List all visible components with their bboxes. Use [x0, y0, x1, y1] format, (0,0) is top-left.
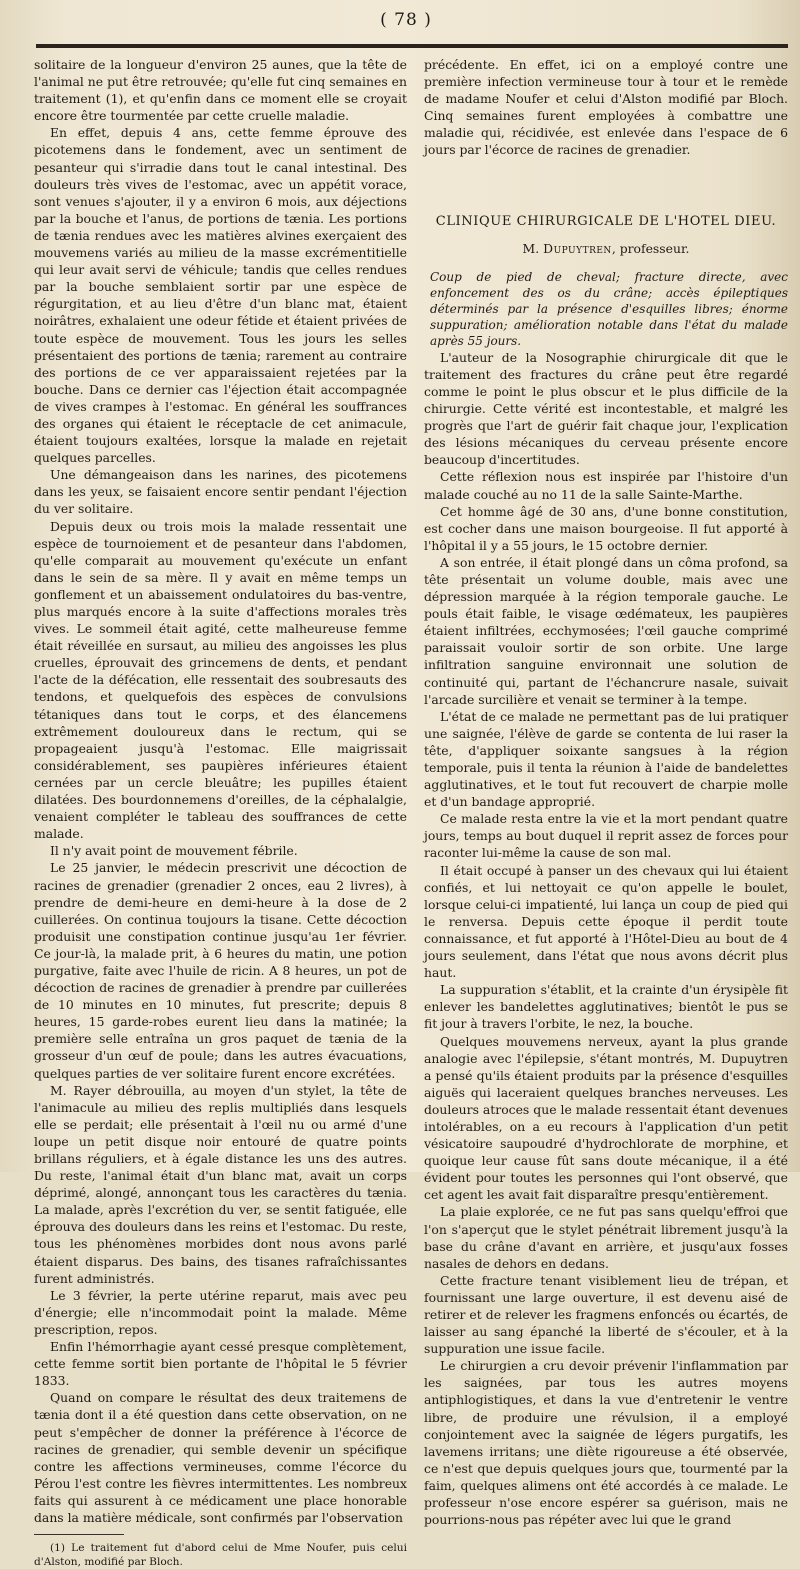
footnote: (1) Le traitement fut d'abord celui de Mme Noufer, puis celui d'Alston, modifié par Bloch.	[34, 1542, 407, 1569]
paragraph: Cette réflexion nous est inspirée par l'histoire d'un malade couché au no 11 de la salle Sainte-Marthe.	[424, 469, 788, 502]
right-column	[424, 56, 788, 1528]
header-double-rule	[36, 44, 788, 48]
paragraph: précédente. En effet, ici on a employé contre une première infection vermineuse tour à tour et le remède de madame Noufer et celui d'Alston modifié par Bloch. Cinq semaines furent employées à combattre une maladie qui, récidivée, est enlevée dans l'espace de 6 jours par l'écorce de racines de grenadier.	[424, 57, 788, 158]
paragraph: Quelques mouvemens nerveux, ayant la plus grande analogie avec l'épilepsie, s'étant montrés, M. Dupuytren a pensé qu'ils étaient produits par la présence d'esquilles aiguës qui laceraient quelques branches nerveuses. Les douleurs atroces que le malade ressentait étant devenues intolérables, on a eu recours à l'application d'un petit vésicatoire saupoudré d'hydrochlorate de morphine, et quoique leur cause fût sans doute mécanique, il a été évident pour toutes les personnes qui l'ont observé, que cet agent les avait fait disparaître presqu'entièrement.	[424, 1033, 788, 1203]
paragraph: Il était occupé à panser un des chevaux qui lui étaient confiés, et lui nettoyait ce qu'on appelle le boulet, lorsque celui-ci impatienté, lui lança un coup de pied qui le renversa. Depuis cette époque il perdit toute connaissance, et fut apporté à l'Hôtel-Dieu au bout de 4 jours seulement, dans l'état que nous avons décrit plus haut.	[424, 862, 788, 981]
paragraph: Ce malade resta entre la vie et la mort pendant quatre jours, temps au bout duquel il reprit assez de forces pour raconter lui-même la cause de son mal.	[424, 811, 788, 861]
paragraph: La plaie explorée, ce ne fut pas sans quelqu'effroi que l'on s'aperçut que le stylet pénétrait librement jusqu'à la base du crâne d'avant en arrière, et jusqu'aux fosses nasales de dehors en dedans.	[424, 1204, 788, 1271]
paragraph: L'auteur de la Nosographie chirurgicale dit que le traitement des fractures du crâne peut être regardé comme le point le plus obscur et le plus difficile de la chirurgie. Cette vérité est incontestable, et malgré les progrès que l'art de guérir fait chaque jour, l'explication des lésions mécaniques du cerveau présente encore beaucoup d'incertitudes.	[424, 349, 788, 468]
professor-name: Dupuytren	[543, 240, 612, 256]
professor-suffix: , professeur.	[611, 240, 690, 256]
professor-prefix: M.	[522, 240, 540, 256]
paragraph: Le chirurgien a cru devoir prévenir l'inflammation par les saignées, par tous les autres moyens antiphlogistiques, et dans la vue d'entretenir le ventre libre, de produire une révulsion, il a employé conjointement avec la saignée de légers purgatifs, les lavemens irritans; une diète rigoureuse a été observée, ce n'est que depuis quelques jours que, tourmenté par la faim, quelques alimens ont été accordés à ce malade. Le professeur n'ose encore espérer sa guérison, mais ne pourrions-nous pas répéter avec lui que le grand	[424, 1358, 788, 1528]
section-title: CLINIQUE CHIRURGICALE DE L'HOTEL DIEU.	[435, 213, 777, 229]
page-number: ( 78 )	[380, 10, 432, 30]
professor-line	[424, 240, 788, 257]
paragraph: M. Rayer débrouilla, au moyen d'un stylet, la tête de l'animacule au milieu des replis multipliés dans lesquels elle se perdait; elle présentait à l'œil nu ou armé d'une loupe un petit disque noir entouré de quatre points brillans réguliers, et à égale distance les uns des autres. Du reste, l'animal était d'un blanc mat, avait un corps déprimé, alongé, annonçant tous les caractères du tænia. La malade, après l'excrétion du ver, se sentit fatiguée, elle éprouva des douleurs dans les reins et l'estomac. Du reste, tous les phénomènes morbides dont nous avons parlé étaient disparus. Des bains, des tisanes rafraîchissantes furent administrés.	[34, 1082, 407, 1286]
page-header	[0, 0, 800, 48]
footnote-rule	[34, 1534, 124, 1535]
paragraph: Une démangeaison dans les narines, des picotemens dans les yeux, se faisaient encore sentir pendant l'éjection du ver solitaire.	[34, 467, 407, 517]
paragraph: Le 25 janvier, le médecin prescrivit une décoction de racines de grenadier (grenadier 2 onces, eau 2 livres), à prendre de demi-heure en demi-heure à la dose de 2 cuillerées. On continua toujours la tisane. Cette décoction produisit une constipation continue jusqu'au 1er février. Ce jour-là, la malade prit, à 6 heures du matin, une potion purgative, faite avec l'huile de ricin. A 8 heures, un pot de décoction de racines de grenadier à prendre par cuillerées de 10 minutes en 10 minutes, fut prescrite; depuis 8 heures, 15 garde-robes eurent lieu dans la matinée; la première selle entraîna un gros paquet de tænia de la grosseur d'un œuf de poule; dans les autres évacuations, quelques parties de ver solitaire furent encore excrétées.	[34, 860, 407, 1081]
paragraph: A son entrée, il était plongé dans un côma profond, sa tête présentait un volume double, mais avec une dépression marquée à la région temporale gauche. Le pouls était faible, le visage œdémateux, les paupières étaient infiltrées, ecchymosées; l'œil gauche comprimé paraissait vouloir sortir de son orbite. Une large infiltration sanguine environnait une solution de continuité qui, partant de l'échancrure nasale, suivait l'arcade surcilière et venait se terminer à la tempe.	[424, 554, 788, 707]
paragraph: Enfin l'hémorrhagie ayant cessé presque complètement, cette femme sortit bien portante de l'hôpital le 5 février 1833.	[34, 1339, 407, 1389]
paragraph: Quand on compare le résultat des deux traitemens de tænia dont il a été question dans cette observation, on ne peut s'empêcher de donner la préférence à l'écorce de racines de grenadier, qui semble devenir un spécifique contre les affections vermineuses, comme l'écorce du Pérou l'est contre les fièvres intermittentes. Les nombreux faits qui assurent à ce médicament une place honorable dans la matière médicale, sont confirmés par l'observation	[34, 1390, 407, 1525]
case-title: Coup de pied de cheval; fracture directe, avec enfoncement des os du crâne; accès épileptiques déterminés par la présence d'esquilles libres; énorme suppuration; amélioration notable dans l'état du malade après 55 jours.	[430, 269, 788, 348]
paragraph: L'état de ce malade ne permettant pas de lui pratiquer une saignée, l'élève de garde se contenta de lui raser la tête, d'appliquer soixante sangsues à la région temporale, puis il tenta la réunion à l'aide de bandelettes agglutinatives, et le tout fut recouvert de charpie molle et d'un bandage approprié.	[424, 708, 788, 810]
left-column	[34, 56, 407, 1569]
paragraph: Le 3 février, la perte utérine reparut, mais avec peu d'énergie; elle n'incommodait point la malade. Même prescription, repos.	[34, 1287, 407, 1337]
paragraph: Depuis deux ou trois mois la malade ressentait une espèce de tournoiement et de pesanteur dans l'abdomen, qu'elle comparait au mouvement qu'exécute un enfant dans le sein de sa mère. Il y avait en même temps un gonflement et un abaissement ondulatoires du bas-ventre, plus marqués encore à la suite d'affections morales très vives. Le sommeil était agité, cette malheureuse femme était réveillée en sursaut, au milieu des angoisses les plus cruelles, éprouvait des grincemens de dents, et pendant l'acte de la défécation, elle ressentait des soubresauts des tendons, et quelquefois des espèces de convulsions tétaniques dans tout le corps, et des élancemens extrêmement douloureux dans le rectum, qui se propageaient jusqu'à l'estomac. Elle maigrissait considérablement, ses paupières inférieures étaient cernées par un cercle bleuâtre; les pupilles étaient dilatées. Des bourdonnemens d'oreilles, de la céphalalgie, venaient compléter le tableau des souffrances de cette malade.	[34, 518, 407, 842]
paragraph: La suppuration s'établit, et la crainte d'un érysipèle fit enlever les bandelettes agglutinatives; bientôt le pus se fit jour à travers l'orbite, le nez, la bouche.	[424, 982, 788, 1032]
paragraph: Cet homme âgé de 30 ans, d'une bonne constitution, est cocher dans une maison bourgeoise. Il fut apporté à l'hôpital il y a 55 jours, le 15 octobre dernier.	[424, 503, 788, 553]
paragraph: En effet, depuis 4 ans, cette femme éprouve des picotemens dans le fondement, avec un sentiment de pesanteur qui s'irradie dans tout le canal intestinal. Des douleurs très vives de l'estomac, avec un appétit vorace, sont venues s'ajouter, il y a environ 6 mois, aux déjections par la bouche et l'anus, de portions de tænia. Les portions de tænia rendues avec les matières alvines exerçaient des mouvemens variés au milieu de la masse excrémentitielle qui leur avait servi de véhicule; tandis que celles rendues par la bouche semblaient sortir par une espèce de régurgitation, et au lieu d'être d'un blanc mat, étaient noirâtres, exhalaient une odeur fétide et étaient privées de toute espèce de mouvement. Tous les jours les selles présentaient des portions de tænia; rarement au contraire des portions de ce ver apparaissaient rejetées par la bouche. Dans ce dernier cas l'éjection était accompagnée de vives crampes à l'estomac. En général les souffrances des organes qui étaient le réceptacle de cet animacule, étaient toujours exaltées, lorsque la malade en rejetait quelques parcelles.	[34, 125, 407, 466]
paragraph: Cette fracture tenant visiblement lieu de trépan, et fournissant une large ouverture, il est devenu aisé de retirer et de relever les fragmens enfoncés ou écartés, de laisser au sang épanché la liberté de s'écouler, et à la suppuration une issue facile.	[424, 1272, 788, 1357]
paragraph: solitaire de la longueur d'environ 25 aunes, que la tête de l'animal ne put être retrouvée; qu'elle fut cinq semaines en traitement (1), et qu'enfin dans ce moment elle se croyait encore être tourmentée par cette cruelle maladie.	[34, 57, 407, 124]
paragraph: Il n'y avait point de mouvement fébrile.	[50, 843, 298, 859]
